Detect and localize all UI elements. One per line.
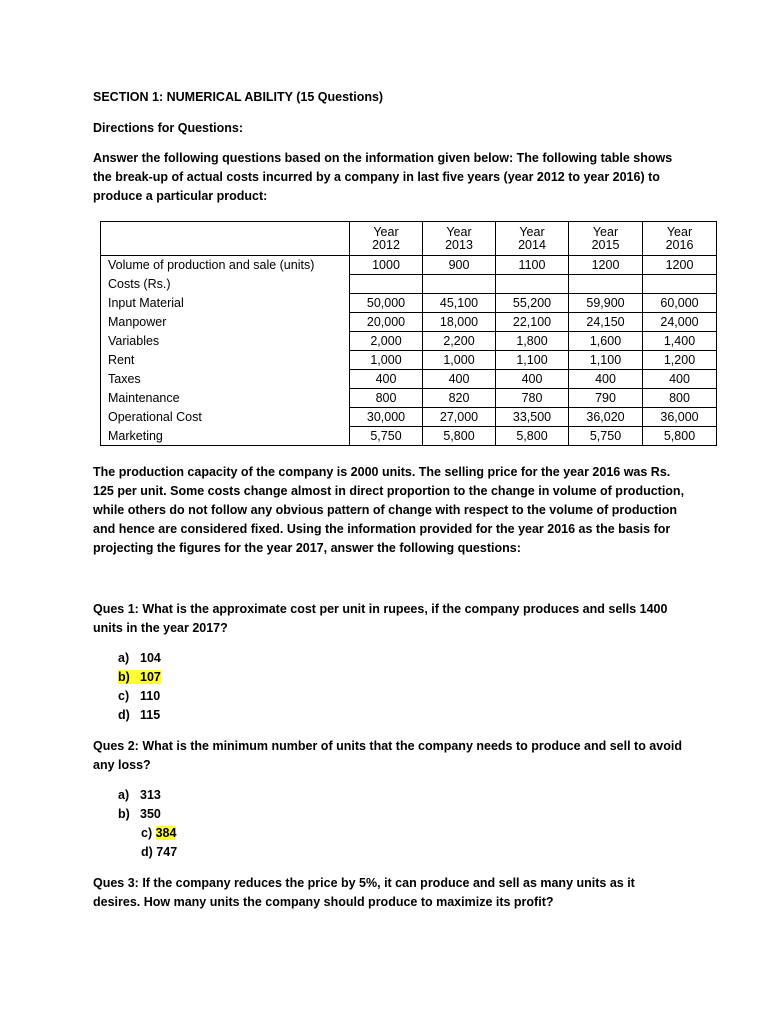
row-label: Costs (Rs.) [101, 275, 350, 294]
cell: 1000 [350, 256, 423, 275]
cell: 5,750 [569, 427, 643, 446]
row-label: Variables [101, 332, 350, 351]
option-a: a) 313 [118, 788, 161, 802]
row-label: Input Material [101, 294, 350, 313]
cell: 1,200 [643, 351, 717, 370]
row-label: Maintenance [101, 389, 350, 408]
cell: 45,100 [423, 294, 496, 313]
question-2: Ques 2: What is the minimum number of units that the company needs to produce and sell to avoid any loss? [93, 739, 682, 772]
cell: 1,100 [496, 351, 569, 370]
table-row [101, 408, 717, 427]
cell [496, 275, 569, 294]
cell: 1100 [496, 256, 569, 275]
option-d: d) 747 [141, 845, 178, 859]
table-row [101, 275, 717, 294]
cell: 2,200 [423, 332, 496, 351]
cell: 27,000 [423, 408, 496, 427]
question-3: Ques 3: If the company reduces the price by 5%, it can produce and sell as many units as it desires. How many units the company should produce to maximize its profit? [93, 876, 635, 909]
cell: 400 [496, 370, 569, 389]
table-row [101, 351, 717, 370]
cell: 30,000 [350, 408, 423, 427]
header-blank-cell [101, 222, 350, 256]
header-year-2014: Year 2014 [496, 222, 569, 256]
option-a: a) 104 [118, 651, 161, 665]
row-label: Taxes [101, 370, 350, 389]
option-c: c) 384 [141, 826, 177, 840]
cell: 18,000 [423, 313, 496, 332]
option-b: b) 350 [118, 807, 161, 821]
directions-label: Directions for Questions: [93, 121, 244, 135]
cell: 2,000 [350, 332, 423, 351]
row-label: Volume of production and sale (units) [101, 256, 350, 275]
section-heading: SECTION 1: NUMERICAL ABILITY (15 Questions) [93, 90, 384, 104]
table-row [101, 294, 717, 313]
cell: 1200 [643, 256, 717, 275]
table-row [101, 313, 717, 332]
cell: 1,000 [350, 351, 423, 370]
cost-table [100, 221, 717, 446]
cell: 1,800 [496, 332, 569, 351]
cell: 1,600 [569, 332, 643, 351]
cell: 24,000 [643, 313, 717, 332]
cell: 800 [643, 389, 717, 408]
context-paragraph: The production capacity of the company is 2000 units. The selling price for the year 2016 was Rs. 125 per unit. Some costs change almost in direct proportion to the change in volume of production, while others do not follow any obvious pattern of change with respect to the volume of production and hence are considered fixed. Using the information provided for the year 2016 as the basis for projecting the figures for the year 2017, answer the following questions: [93, 465, 685, 555]
cell: 50,000 [350, 294, 423, 313]
row-label: Manpower [101, 313, 350, 332]
cell: 790 [569, 389, 643, 408]
cell: 36,000 [643, 408, 717, 427]
cell: 1200 [569, 256, 643, 275]
table-header-row [101, 222, 717, 256]
cell [643, 275, 717, 294]
option-c: c) 110 [118, 689, 161, 703]
cell: 59,900 [569, 294, 643, 313]
table-row [101, 370, 717, 389]
cell: 800 [350, 389, 423, 408]
cell: 55,200 [496, 294, 569, 313]
row-label: Marketing [101, 427, 350, 446]
table-row [101, 332, 717, 351]
row-label: Operational Cost [101, 408, 350, 427]
cell: 36,020 [569, 408, 643, 427]
table-row [101, 389, 717, 408]
cell: 400 [423, 370, 496, 389]
question-1-options [118, 649, 161, 725]
cell: 33,500 [496, 408, 569, 427]
cell: 1,400 [643, 332, 717, 351]
cell: 20,000 [350, 313, 423, 332]
cell: 900 [423, 256, 496, 275]
row-label: Rent [101, 351, 350, 370]
cell: 5,800 [643, 427, 717, 446]
option-b: b) 107 [118, 670, 161, 684]
question-1: Ques 1: What is the approximate cost per unit in rupees, if the company produces and sells 1400 units in the year 2017? [93, 602, 668, 635]
cell [569, 275, 643, 294]
header-year-2013: Year 2013 [423, 222, 496, 256]
cell: 820 [423, 389, 496, 408]
question-2-options-cd [141, 824, 177, 862]
cell [350, 275, 423, 294]
cell: 5,750 [350, 427, 423, 446]
cell: 24,150 [569, 313, 643, 332]
question-2-options-ab [118, 786, 161, 824]
cell: 60,000 [643, 294, 717, 313]
intro-text: Answer the following questions based on the information given below: The following table shows the break-up of actual costs incurred by a company in last five years (year 2012 to year 2016) to produce a particular product: [93, 151, 673, 203]
option-d: d) 115 [118, 708, 161, 722]
cell: 1,000 [423, 351, 496, 370]
cell: 22,100 [496, 313, 569, 332]
cell: 780 [496, 389, 569, 408]
table-row [101, 427, 717, 446]
cell: 400 [350, 370, 423, 389]
table-row [101, 256, 717, 275]
cell: 5,800 [496, 427, 569, 446]
header-year-2012: Year 2012 [350, 222, 423, 256]
header-year-2016: Year 2016 [643, 222, 717, 256]
cell: 400 [643, 370, 717, 389]
cell [423, 275, 496, 294]
header-year-2015: Year 2015 [569, 222, 643, 256]
cell: 5,800 [423, 427, 496, 446]
cell: 400 [569, 370, 643, 389]
cell: 1,100 [569, 351, 643, 370]
